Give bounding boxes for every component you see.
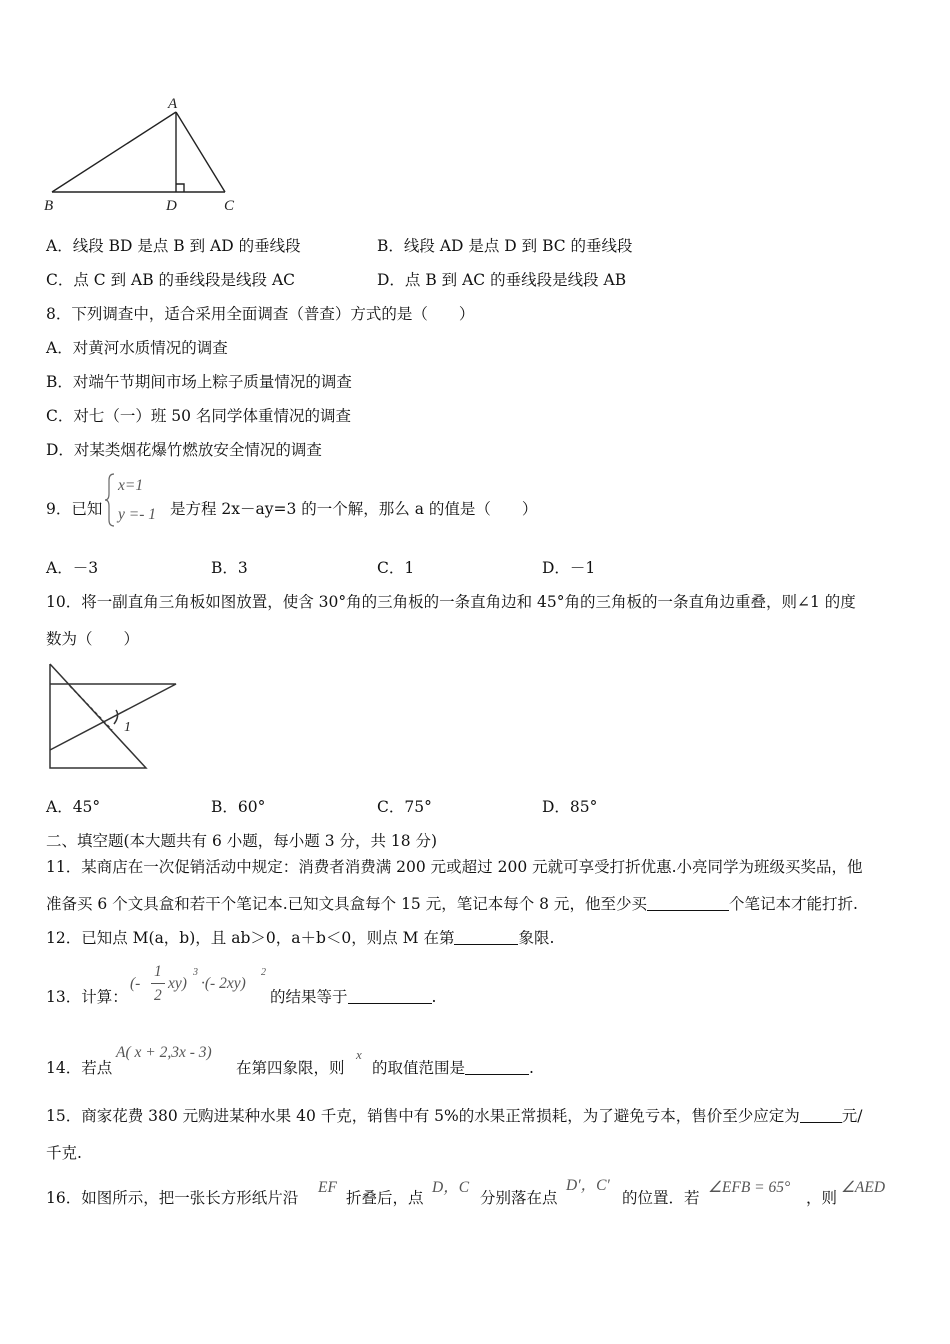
q8-stem: 8．下列调查中，适合采用全面调查（普查）方式的是（ ） [46, 305, 475, 323]
q8-option-d: D．对某类烟花爆竹燃放安全情况的调查 [46, 441, 322, 459]
q15-answer-blank[interactable] [800, 1106, 842, 1123]
q14-mid: 在第四象限，则 [236, 1059, 345, 1077]
q10-stem-line-2: 数为（ ） [46, 630, 140, 648]
q11-answer-blank[interactable] [647, 894, 729, 911]
set-square-figure [44, 660, 184, 772]
q11-line-2 [46, 894, 858, 914]
q13-exp-2: 2 [261, 967, 266, 978]
q14-pre: 14．若点 [46, 1059, 113, 1077]
q13-post-line [270, 987, 436, 1007]
q9-option-b: B．3 [211, 559, 248, 577]
q12-line [46, 928, 554, 948]
q14-end: . [529, 1059, 534, 1077]
q13-exp-1: 3 [193, 967, 198, 978]
triangle-45 [50, 664, 146, 768]
q16-dc-prime: D′，C′ [566, 1177, 610, 1194]
q16-mid-4: ，则 [806, 1189, 838, 1207]
q13-post: 的结果等于 [270, 988, 348, 1006]
q8-option-c: C．对七（一）班 50 名同学体重情况的调查 [46, 407, 351, 425]
q9-equation-2: y =- 1 [118, 506, 157, 523]
q13-answer-blank[interactable] [348, 987, 432, 1004]
q13-frac-num: 1 [154, 963, 162, 980]
q9-prefix: 9．已知 [46, 500, 103, 518]
q16-angle: ∠EFB = 65° [708, 1179, 791, 1196]
q7-option-c: C．点 C 到 AB 的垂线段是线段 AC [46, 271, 295, 289]
q14-var: x [356, 1047, 362, 1062]
q13-expr-mid: xy) [168, 975, 187, 992]
triangle-figure [40, 92, 260, 217]
q14-answer-blank[interactable] [465, 1058, 529, 1075]
q13-end: . [431, 988, 437, 1006]
q16-mid-1: 折叠后，点 [346, 1189, 424, 1207]
q9-option-d: D．－1 [542, 559, 596, 577]
label-d: D [166, 198, 177, 214]
q12-pre: 12．已知点 M(a，b)，且 ab＞0，a＋b＜0，则点 M 在第 [46, 929, 455, 947]
system-brace [104, 472, 116, 528]
q15-line-1-post: 元/ [841, 1107, 863, 1125]
q10-option-d: D．85° [542, 798, 598, 816]
label-c: C [224, 198, 235, 214]
q8-option-a: A．对黄河水质情况的调查 [46, 339, 228, 357]
q14-point: A( x + 2,3x - 3) [116, 1044, 212, 1061]
q14-post-line [372, 1058, 534, 1078]
q13-frac-bar [151, 983, 165, 984]
label-b: B [44, 198, 54, 214]
q16-mid-2: 分别落在点 [480, 1189, 558, 1207]
right-angle-mark [176, 184, 184, 192]
q15-line-1 [46, 1106, 863, 1126]
q16-mid-3: 的位置．若 [622, 1189, 700, 1207]
angle-label: 1 [124, 720, 131, 735]
q15-line-1-pre: 15．商家花费 380 元购进某种水果 40 千克，销售中有 5%的水果正常损耗，为了避免亏本，售价至少应定为 [46, 1107, 800, 1125]
q9-option-a: A．－3 [46, 559, 99, 577]
q7-option-d: D．点 B 到 AC 的垂线段是线段 AB [377, 271, 627, 289]
q16-aed: ∠AED [841, 1179, 886, 1196]
q16-dc: D，C [432, 1179, 470, 1196]
q16-pre: 16．如图所示，把一张长方形纸片沿 [46, 1189, 299, 1207]
q12-post: 象限. [518, 929, 555, 947]
q11-line-2-pre: 准备买 6 个文具盒和若干个笔记本.已知文具盒每个 15 元，笔记本每个 8 元，他至少买 [46, 895, 647, 913]
q13-frac-den: 2 [154, 987, 162, 1004]
q9-option-c: C．1 [377, 559, 415, 577]
segment-ac [176, 112, 225, 192]
q8-option-b: B．对端午节期间市场上粽子质量情况的调查 [46, 373, 352, 391]
q16-ef: EF [318, 1179, 337, 1196]
q12-answer-blank[interactable] [454, 928, 518, 945]
q7-option-b: B．线段 AD 是点 D 到 BC 的垂线段 [377, 237, 633, 255]
q10-option-c: C．75° [377, 798, 432, 816]
q11-line-2-post: 个笔记本才能打折. [728, 895, 858, 913]
q10-stem-line-1: 10．将一副直角三角板如图放置，使含 30°角的三角板的一条直角边和 45°角的三角板的一条直角边重叠，则∠1 的度 [46, 593, 856, 611]
triangle-30 [50, 684, 176, 750]
q15-line-2: 千克. [46, 1144, 82, 1162]
q13-pre: 13．计算： [46, 988, 128, 1006]
segment-ba [52, 112, 176, 192]
q9-suffix: 是方程 2x－ay=3 的一个解，那么 a 的值是（ ） [170, 500, 538, 518]
q11-line-1: 11．某商店在一次促销活动中规定：消费者消费满 200 元或超过 200 元就可享受打折优惠.小亮同学为班级买奖品，他 [46, 858, 863, 876]
q13-expr-open: (- [130, 975, 141, 992]
section-heading: 二、填空题(本大题共有 6 小题，每小题 3 分，共 18 分) [46, 832, 438, 850]
q10-option-b: B．60° [211, 798, 266, 816]
q9-equation-1: x=1 [118, 477, 144, 494]
q13-expr-dot: ·(- 2xy) [201, 975, 246, 992]
q10-option-a: A．45° [46, 798, 101, 816]
label-a: A [168, 96, 178, 112]
q7-option-a: A．线段 BD 是点 B 到 AD 的垂线段 [46, 237, 301, 255]
q14-post: 的取值范围是 [372, 1059, 466, 1077]
